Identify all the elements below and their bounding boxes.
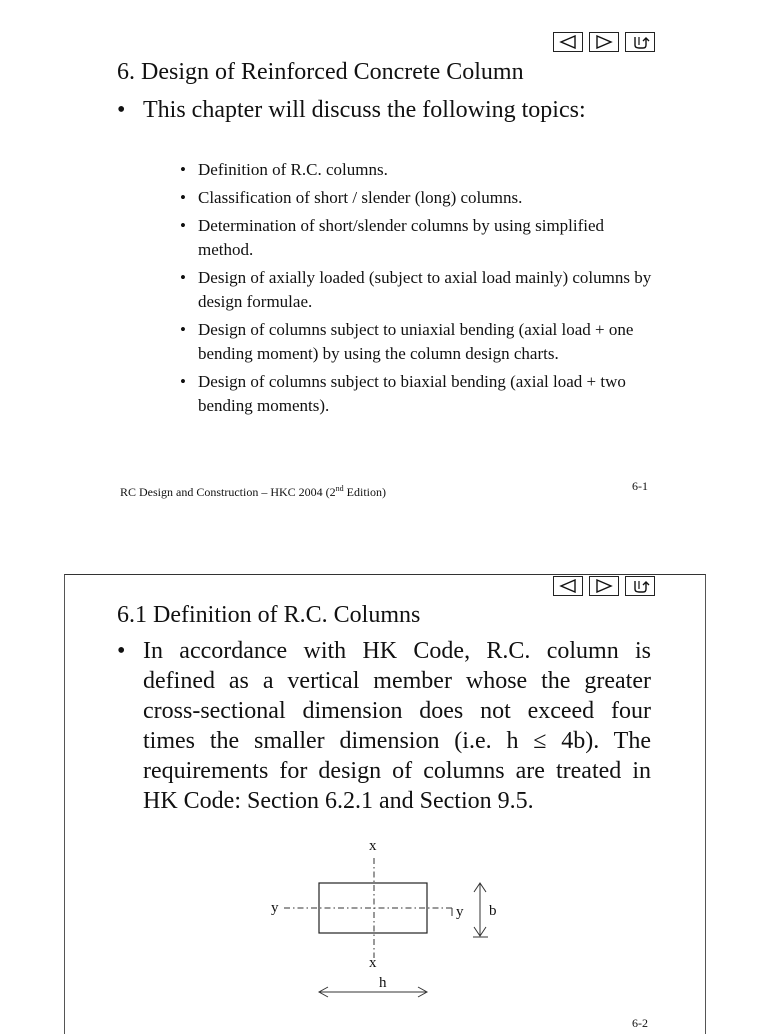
return-button[interactable] [625,576,655,596]
bullet-icon: • [117,638,126,664]
b-dimension-label: b [489,903,497,919]
page-number-2: 6-2 [632,1016,648,1030]
next-slide-button[interactable] [589,32,619,52]
y-axis-label-right: y [456,904,464,920]
forward-triangle-icon [593,579,615,593]
footer-main: RC Design and Construction – HKC 2004 (2 [120,485,336,499]
return-icon [629,578,651,594]
nav-buttons-2 [553,576,655,596]
back-triangle-icon [557,35,579,49]
nav-buttons [553,32,655,52]
list-item: • Design of columns subject to biaxial bending (axial load + two bending moments). [180,370,660,418]
chapter-heading: 6. Design of Reinforced Concrete Column [117,59,524,85]
list-item: • Definition of R.C. columns. [180,158,660,182]
prev-slide-button[interactable] [553,576,583,596]
h-dimension-label: h [379,975,387,991]
list-item: • Determination of short/slender columns by using simplified method. [180,214,660,262]
section-heading: 6.1 Definition of R.C. Columns [117,602,421,628]
definition-paragraph: In accordance with HK Code, R.C. column is defined as a vertical member whose the greater cross-sectional dimension does not exceed four times the smaller dimension (i.e. h ≤ 4b). The requirements for design of columns are treated in HK Code: Section 6.2.1 and Section 9.5. [143,638,651,814]
return-icon [629,34,651,50]
intro-text: This chapter will discuss the following topics: [143,97,586,123]
list-item: • Design of columns subject to uniaxial bending (axial load + one bending moment) by using the column design charts. [180,318,660,366]
x-axis-label-bottom: x [369,955,377,971]
back-triangle-icon [557,579,579,593]
column-section-diagram [260,838,520,998]
forward-triangle-icon [593,35,615,49]
prev-slide-button[interactable] [553,32,583,52]
footer-text [120,484,386,500]
footer-end: Edition) [343,485,386,499]
list-item: • Design of axially loaded (subject to axial load mainly) columns by design formulae. [180,266,660,314]
bullet-icon: • [117,97,126,123]
page-number: 6-1 [632,479,648,493]
y-axis-label-left: y [271,900,279,916]
list-item: • Classification of short / slender (long) columns. [180,186,660,210]
topic-list [180,158,660,422]
next-slide-button[interactable] [589,576,619,596]
footer-superscript: nd [335,484,344,493]
x-axis-label-top: x [369,838,377,854]
return-button[interactable] [625,32,655,52]
